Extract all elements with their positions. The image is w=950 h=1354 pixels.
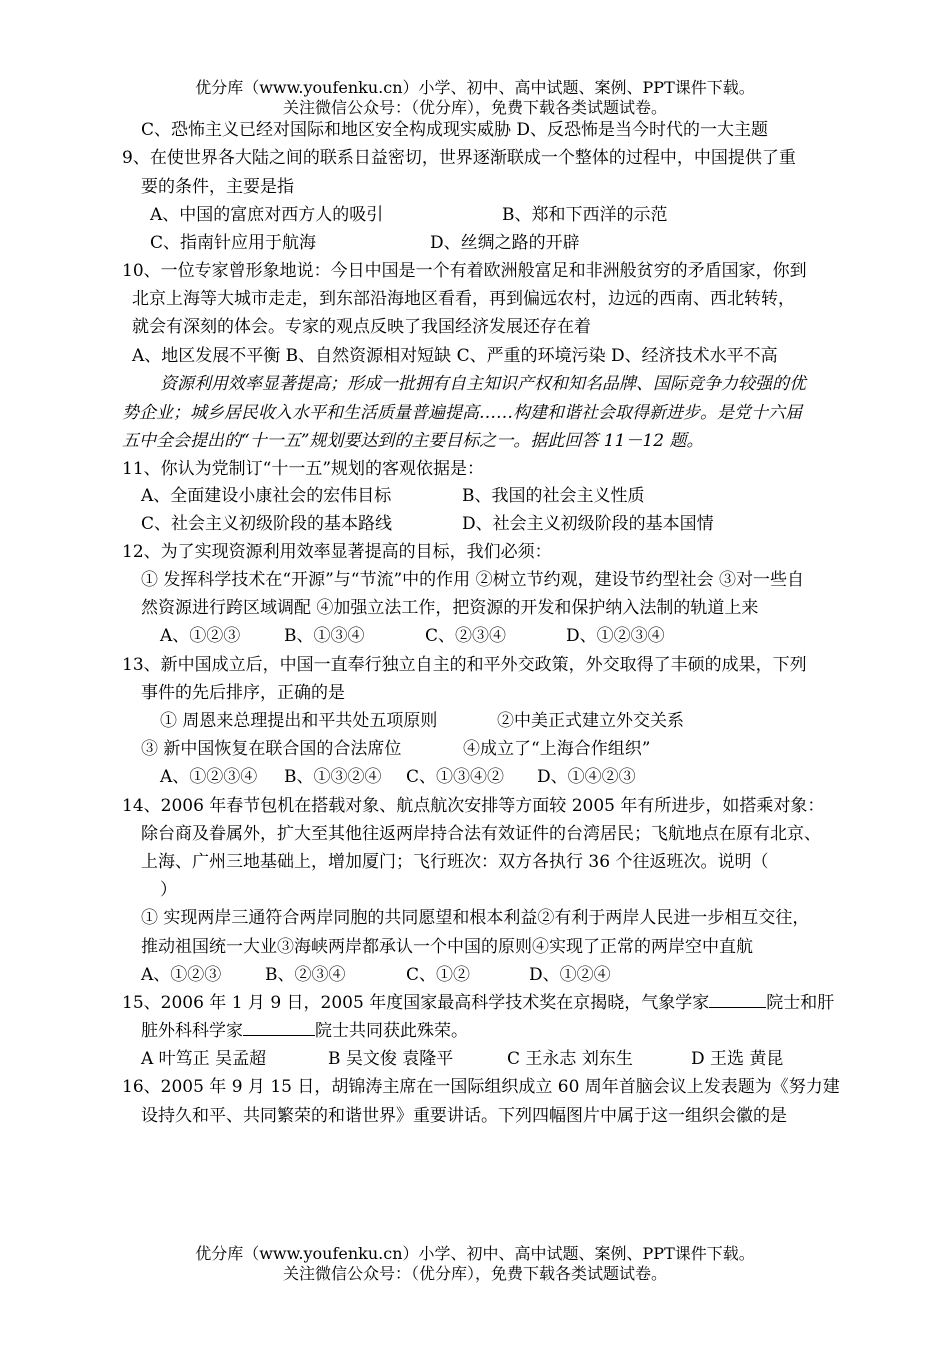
q11-option-c: C、社会主义初级阶段的基本路线 — [141, 514, 393, 534]
q14-item-line-1: ① 实现两岸三通符合两岸同胞的共同愿望和根本利益②有利于两岸人民进一步相互交往， — [141, 908, 810, 928]
q16-stem-line-2: 设持久和平、共同繁荣的和谐世界》重要讲话。下列四幅图片中属于这一组织会徽的是 — [141, 1106, 787, 1126]
q15-stem-1b: 院士和肝 — [766, 993, 835, 1013]
q15-option-c: C 王永志 刘东生 — [507, 1049, 633, 1069]
q14-option-a: A、①②③ — [141, 965, 222, 985]
q13-item-1: ① 周恩来总理提出和平共处五项原则 — [160, 711, 438, 731]
q9-stem-line-2: 要的条件，主要是指 — [141, 177, 294, 197]
q9-option-c: C、指南针应用于航海 — [150, 233, 317, 253]
q14-option-c: C、①② — [406, 965, 471, 985]
q13-option-b: B、①③②④ — [284, 767, 382, 787]
q15-option-d: D 王选 黄昆 — [691, 1049, 784, 1069]
q15-option-b: B 吴文俊 袁隆平 — [328, 1049, 454, 1069]
material-line-1: 资源利用效率显著提高；形成一批拥有自主知识产权和知名品牌、国际竞争力较强的优 — [160, 374, 806, 394]
q9-option-a: A、中国的富庶对西方人的吸引 — [150, 205, 384, 225]
q11-option-d: D、社会主义初级阶段的基本国情 — [462, 514, 714, 534]
page-footer-line-2: 关注微信公众号：（优分库），免费下载各类试题试卷。 — [282, 1264, 667, 1283]
q9-stem-line-1: 9、在使世界各大陆之间的联系日益密切，世界逐渐联成一个整体的过程中，中国提供了重 — [122, 148, 796, 168]
q13-stem-line-1: 13、新中国成立后，中国一直奉行独立自主的和平外交政策，外交取得了丰硕的成果，下列 — [122, 655, 807, 675]
q12-item-line-1: ① 发挥科学技术在“开源”与“节流”中的作用 ②树立节约观，建设节约型社会 ③对一些自 — [141, 570, 804, 590]
q12-option-c: C、②③④ — [425, 626, 507, 646]
q14-stem-line-1: 14、2006 年春节包机在搭载对象、航点航次安排等方面较 2005 年有所进步，如搭乘对象： — [122, 796, 825, 816]
q15-stem-line-2 — [141, 1020, 468, 1042]
q14-stem-line-2: 除台商及眷属外，扩大至其他往返两岸持合法有效证件的台湾居民；飞航地点在原有北京、 — [141, 824, 821, 844]
q15-answer-blank-2[interactable] — [243, 1021, 315, 1036]
q13-stem-line-2: 事件的先后排序，正确的是 — [141, 683, 345, 703]
material-line-3: 五中全会提出的“十一五”规划要达到的主要目标之一。据此回答 11－12 题。 — [122, 431, 704, 451]
q10-stem-line-2: 北京上海等大城市走走，到东部沿海地区看看，再到偏远农村，边远的西南、西北转转， — [132, 289, 795, 309]
q13-option-c: C、①③④② — [406, 767, 505, 787]
q12-option-a: A、①②③ — [160, 626, 241, 646]
q11-stem: 11、你认为党制订“十一五”规划的客观依据是： — [122, 459, 485, 479]
q13-item-4: ④成立了“上海合作组织” — [463, 739, 651, 759]
page-header-line-2: 关注微信公众号：（优分库），免费下载各类试题试卷。 — [282, 98, 667, 117]
q10-stem-line-1: 10、一位专家曾形象地说：今日中国是一个有着欧洲般富足和非洲般贫穷的矛盾国家，你到 — [122, 261, 807, 281]
q13-option-d: D、①④②③ — [537, 767, 636, 787]
q13-item-3: ③ 新中国恢复在联合国的合法席位 — [141, 739, 402, 759]
q15-stem-line-1 — [122, 992, 834, 1014]
q14-option-d: D、①②④ — [529, 965, 611, 985]
q12-stem: 12、为了实现资源利用效率显著提高的目标，我们必须： — [122, 542, 552, 562]
q15-stem-2b: 院士共同获此殊荣。 — [315, 1021, 468, 1041]
q14-item-line-2: 推动祖国统一大业③海峡两岸都承认一个中国的原则④实现了正常的两岸空中直航 — [141, 937, 753, 957]
q16-stem-line-1: 16、2005 年 9 月 15 日，胡锦涛主席在一国际组织成立 60 周年首脑会议上发表题为《努力建 — [122, 1077, 840, 1097]
q13-item-2: ②中美正式建立外交关系 — [497, 711, 684, 731]
q15-answer-blank-1[interactable] — [709, 993, 766, 1008]
q15-stem-2a: 脏外科科学家 — [141, 1021, 243, 1041]
q8-options-c-d: C、恐怖主义已经对国际和地区安全构成现实威胁 D、反恐怖是当今时代的一大主题 — [141, 120, 769, 140]
q12-item-line-2: 然资源进行跨区域调配 ④加强立法工作，把资源的开发和保护纳入法制的轨道上来 — [141, 598, 759, 618]
q14-stem-line-3: 上海、广州三地基础上，增加厦门；飞行班次：双方各执行 36 个往返班次。说明（ — [141, 852, 769, 872]
q11-option-a: A、全面建设小康社会的宏伟目标 — [141, 486, 392, 506]
page-footer-line-1: 优分库（www.youfenku.cn）小学、初中、高中试题、案例、PPT课件下载。 — [195, 1244, 755, 1263]
material-line-2: 势企业；城乡居民收入水平和生活质量普遍提高……构建和谐社会取得新进步。是党十六届 — [122, 403, 802, 423]
page-header-line-1: 优分库（www.youfenku.cn）小学、初中、高中试题、案例、PPT课件下载。 — [195, 78, 755, 97]
q14-stem-line-4: ） — [160, 880, 177, 900]
q10-options: A、地区发展不平衡 B、自然资源相对短缺 C、严重的环境污染 D、经济技术水平不高 — [132, 346, 778, 366]
q12-option-b: B、①③④ — [284, 626, 365, 646]
q9-option-b: B、郑和下西洋的示范 — [502, 205, 668, 225]
q15-option-a: A 叶笃正 吴孟超 — [141, 1049, 267, 1069]
q14-option-b: B、②③④ — [265, 965, 346, 985]
q10-stem-line-3: 就会有深刻的体会。专家的观点反映了我国经济发展还存在着 — [132, 317, 591, 337]
q12-option-d: D、①②③④ — [566, 626, 665, 646]
q11-option-b: B、我国的社会主义性质 — [462, 486, 645, 506]
q9-option-d: D、丝绸之路的开辟 — [430, 233, 580, 253]
q13-option-a: A、①②③④ — [160, 767, 258, 787]
q15-stem-1a: 15、2006 年 1 月 9 日，2005 年度国家最高科学技术奖在京揭晓，气象学家 — [122, 993, 710, 1013]
